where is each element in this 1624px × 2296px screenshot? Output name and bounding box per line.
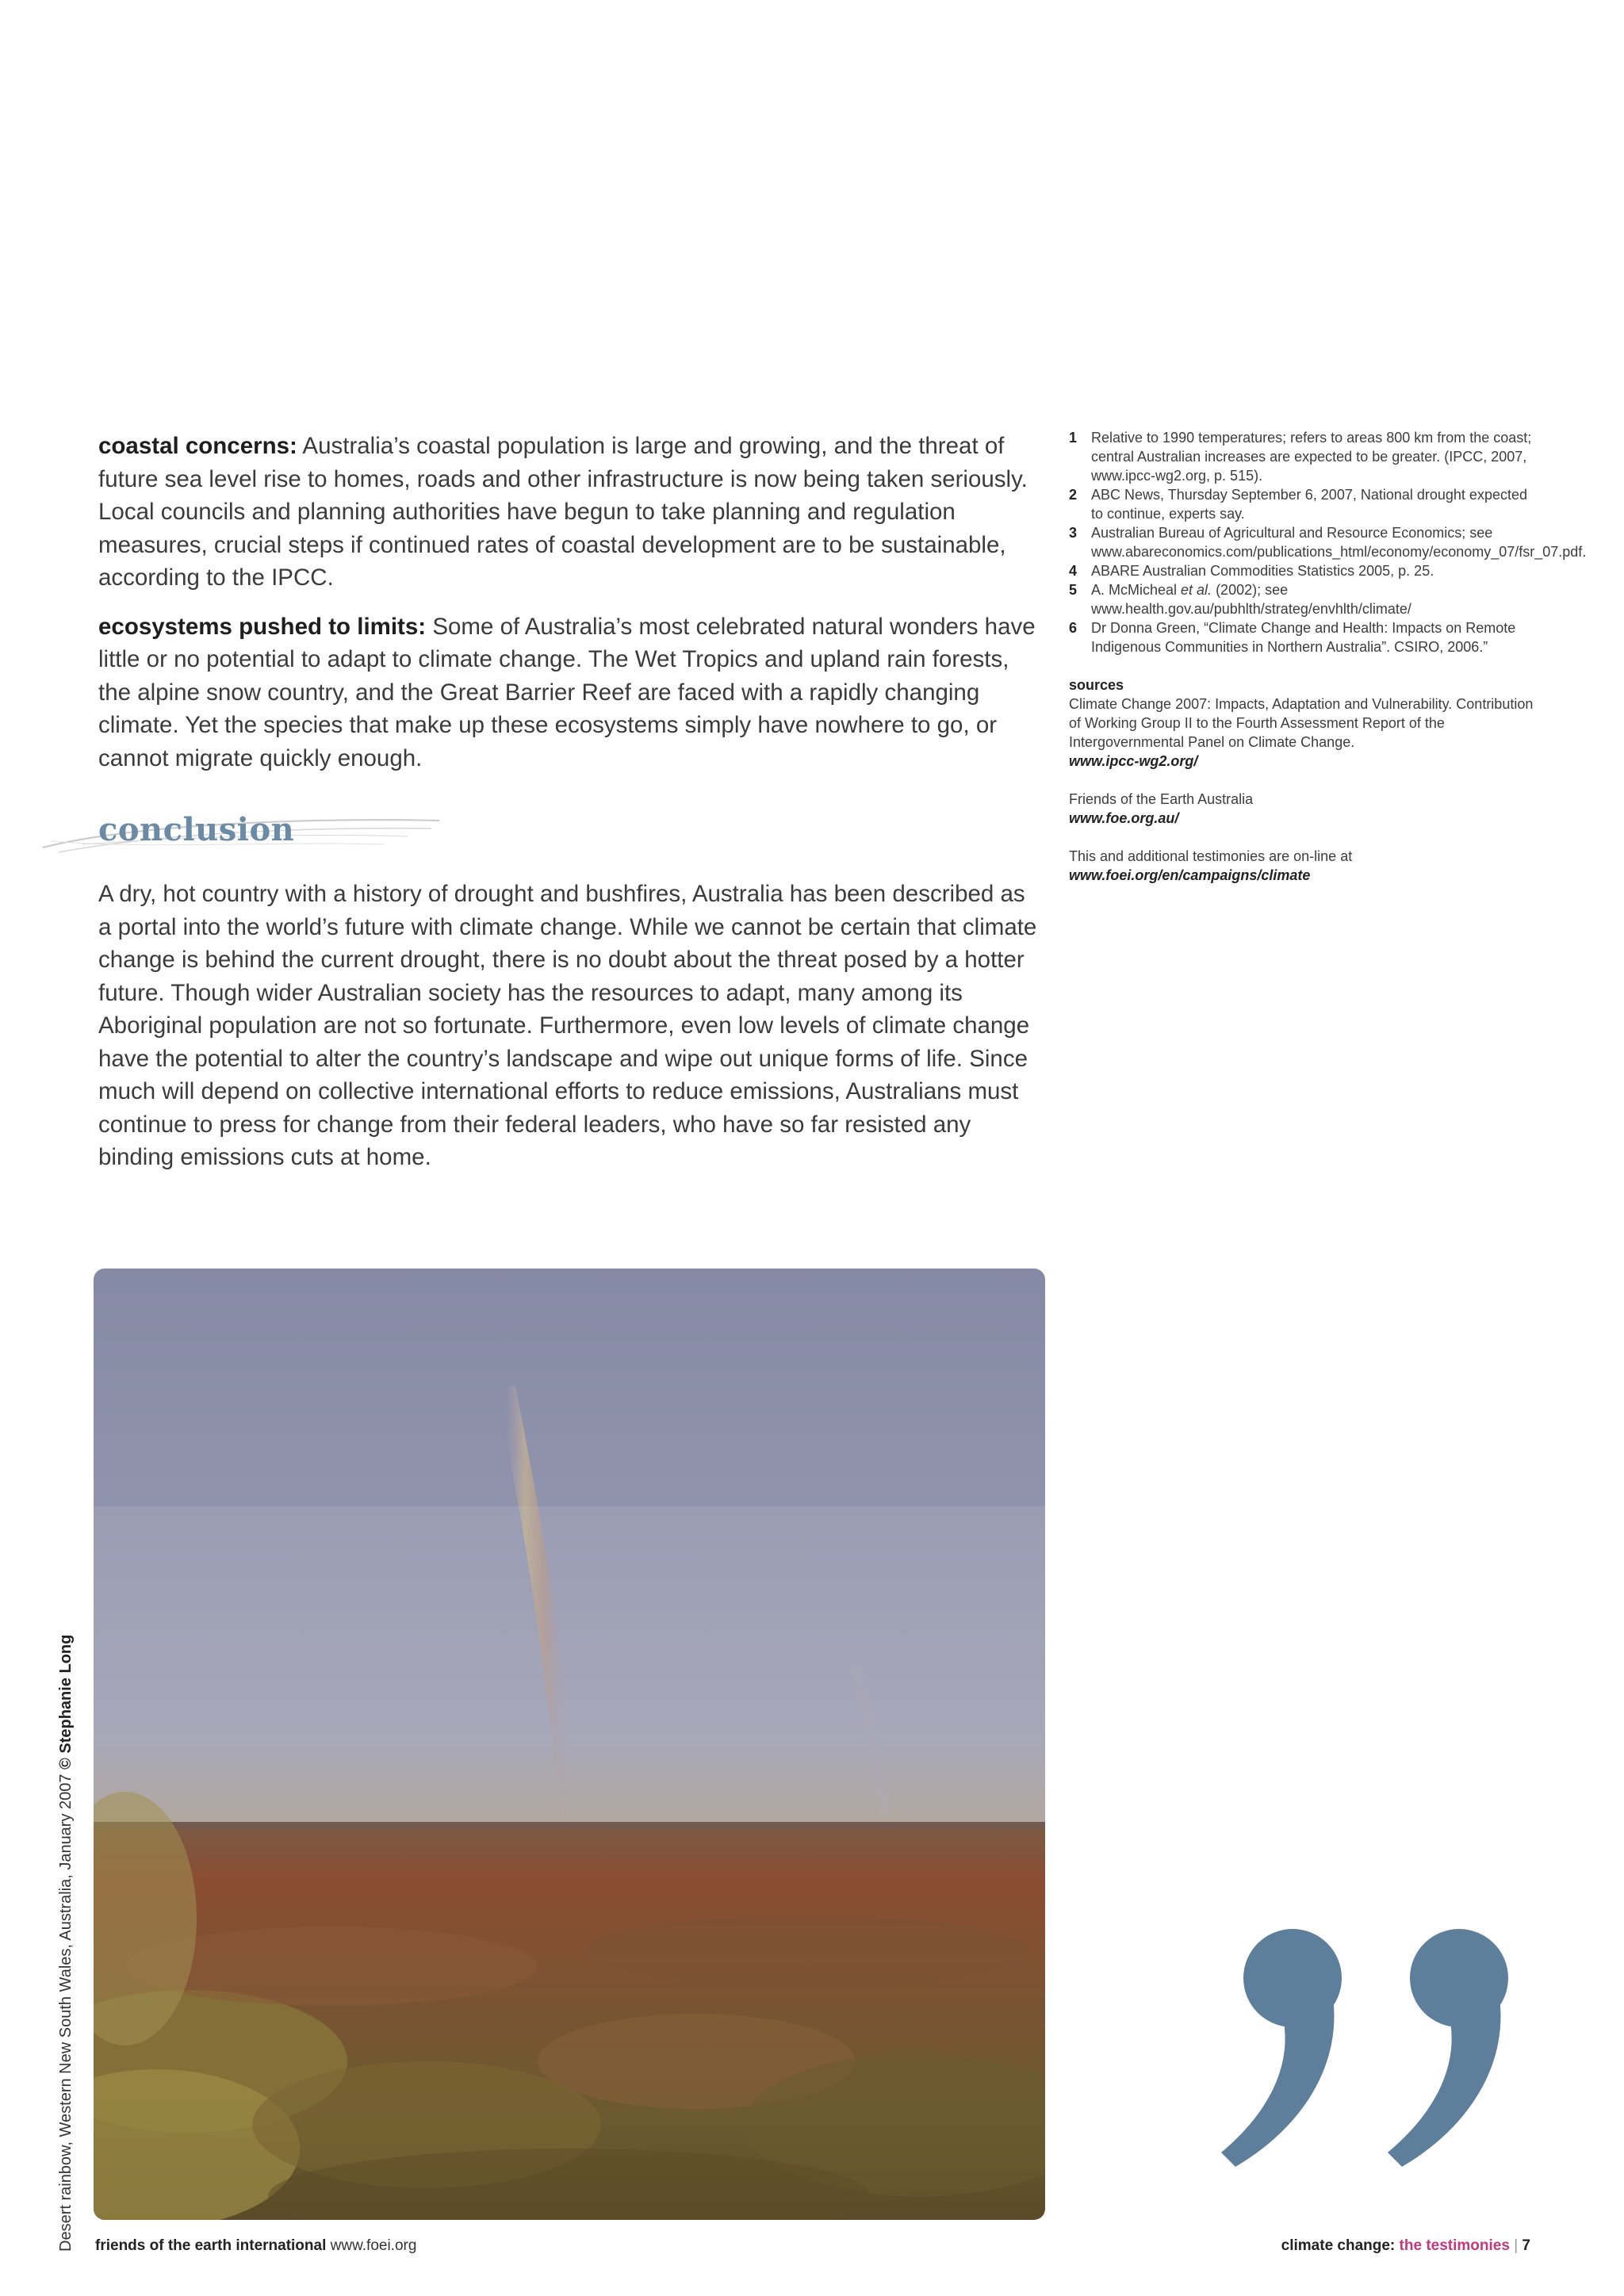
coastal-heading: coastal concerns:: [98, 433, 297, 459]
foe-link[interactable]: www.foe.org.au/: [1069, 810, 1179, 826]
sources-ipcc-text: Climate Change 2007: Impacts, Adaptation and Vulnerability. Contribution of Working Group II to the Fourth Assessment Report of the Intergovernmental Panel on Climate Change.: [1069, 696, 1534, 750]
footnote-number: 2: [1069, 487, 1078, 503]
footer-separator: |: [1509, 2237, 1522, 2254]
photo-credit: © Stephanie Long: [57, 1634, 75, 1770]
footnote-item: [1069, 618, 1537, 656]
footnote-item: [1069, 580, 1537, 618]
footnote-number: 1: [1069, 430, 1078, 446]
footer-section: [1281, 2237, 1530, 2255]
footnote-text: Relative to 1990 temperatures; refers to areas 800 km from the coast; central Australian increases are expected to be greater. (IPCC, 2007, www.ipcc-wg2.org, p. 515).: [1091, 430, 1532, 484]
landscape-illustration: [94, 1269, 1045, 2220]
footnote-text-part: (2002); see www.health.gov.au/pubhlth/strateg/envhlth/climate/: [1091, 582, 1411, 617]
coastal-paragraph: [98, 430, 1040, 595]
caption-text: Desert rainbow, Western New South Wales, Australia, January 2007: [57, 1769, 75, 2252]
footnote-item: [1069, 428, 1537, 485]
sources-label: sources: [1069, 677, 1124, 693]
ipcc-link[interactable]: www.ipcc-wg2.org/: [1069, 753, 1198, 769]
sources-foe: [1069, 790, 1537, 828]
ecosystems-text: Some of Australia’s most celebrated natural wonders have little or no potential to adapt to climate change. The Wet Tropics and upland rain forests, the alpine snow country, and the Great Barrier Reef are faced with a rapidly changing climate. Yet the species that make up these ecosystems simply have nowhere to go, or cannot migrate quickly enough.: [98, 613, 1036, 771]
footnote-text: Dr Donna Green, “Climate Change and Health: Impacts on Remote Indigenous Communities in Northern Australia”. CSIRO, 2006.”: [1091, 620, 1516, 655]
foei-campaign-link[interactable]: www.foei.org/en/campaigns/climate: [1069, 867, 1311, 883]
coastal-text: Australia’s coastal population is large and growing, and the threat of future sea level rise to homes, roads and other infrastructure is now being taken seriously. Local councils and planning authorities have begun to take planning and regulation measures, crucial steps if continued rates of coastal development are to be sustainable, according to the IPCC.: [98, 433, 1028, 591]
main-column: [98, 430, 1040, 1190]
more-text: This and additional testimonies are on-line at: [1069, 848, 1353, 864]
foe-text: Friends of the Earth Australia: [1069, 791, 1254, 807]
page-number: 7: [1522, 2237, 1530, 2254]
footnote-item: [1069, 485, 1537, 523]
footnote-number: 4: [1069, 563, 1078, 579]
footnote-item: [1069, 561, 1537, 580]
footnote-italic: et al.: [1181, 582, 1212, 598]
desert-rainbow-photo: [94, 1269, 1045, 2220]
footnote-item: [1069, 523, 1587, 561]
footnote-text: Australian Bureau of Agricultural and Resource Economics; see www.abareconomics.com/publications_html/economy/economy_07/fsr_07.pdf.: [1091, 525, 1587, 560]
photo-caption: [57, 1538, 75, 2252]
conclusion-heading: conclusion: [98, 811, 295, 848]
sidebar-notes: [1069, 428, 1587, 904]
footer-org-name: friends of the earth international: [95, 2237, 327, 2254]
footnote-number: 3: [1069, 525, 1078, 541]
footnote-text: [1091, 580, 1537, 618]
footer-org: [95, 2237, 416, 2255]
footnote-text: ABC News, Thursday September 6, 2007, National drought expected to continue, experts say.: [1091, 487, 1527, 522]
footer-url[interactable]: www.foei.org: [326, 2237, 417, 2254]
footnote-text: ABARE Australian Commodities Statistics 2005, p. 25.: [1091, 563, 1434, 579]
footnote-number: 5: [1069, 582, 1078, 598]
footnote-text-part: A. McMicheal: [1091, 582, 1182, 598]
ecosystems-paragraph: [98, 610, 1040, 775]
sources-ipcc: [1069, 695, 1537, 771]
footer-section-title: the testimonies: [1399, 2237, 1510, 2254]
conclusion-heading-block: [98, 809, 1040, 859]
closing-quote-icon: [1213, 1923, 1546, 2168]
conclusion-paragraph: A dry, hot country with a history of drought and bushfires, Australia has been described as a portal into the world’s future with climate change. While we cannot be certain that climate change is behind the current drought, there is no doubt about the threat posed by a hotter future. Though wider Australian society has the resources to adapt, many among its Aboriginal population are not so fortunate. Furthermore, even low levels of climate change have the potential to alter the country’s landscape and wipe out unique forms of life. Since much will depend on collective international efforts to reduce emissions, Australians must continue to press for change from their federal leaders, who have so far resisted any binding emissions cuts at home.: [98, 881, 1037, 1170]
footer-section-label: climate change:: [1281, 2237, 1400, 2254]
footnote-number: 6: [1069, 620, 1078, 636]
footnote-list: [1069, 428, 1587, 656]
ecosystems-heading: ecosystems pushed to limits:: [98, 613, 427, 640]
sources-more: [1069, 847, 1537, 885]
